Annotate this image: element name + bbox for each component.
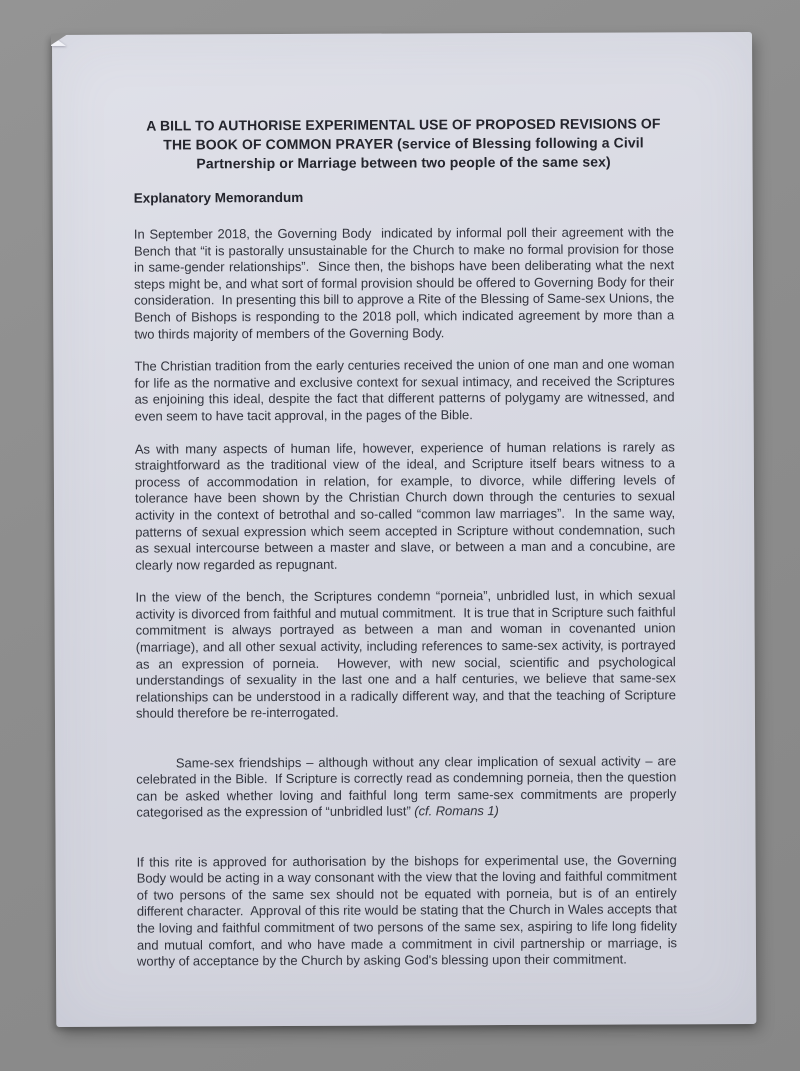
paragraph: In the view of the bench, the Scriptures condemn “porneia”, unbridled lust, in which sexual activity is divorced from faithful and mutual commitment. It is true that in Scripture such faithful commitment is always portrayed as between a man and woman in covenanted union (marriage), and all other sexual activity, including references to same-sex activity, is portrayed as an expression of porneia. However, with new social, scientific and psychological understandings of sexuality in the last one and a half centuries, we believe that same-sex relationships can be understood in a radically different way, and that the teaching of Scripture should therefore be re-interrogated.: [135, 587, 680, 722]
paragraph-text: Same-sex friendships – although without any clear implication of sexual activity – are celebrated in the Bible. If Scripture is correctly read as condemning porneia, then the question can be asked whether loving and faithful long term same-sex commitments are properly categorised as the expression of “unbridled lust”: [136, 752, 680, 821]
paragraph: In September 2018, the Governing Body indicated by informal poll their agreement with the Bench that “it is pastorally unsustainable for the Church to make no formal provision for those in same-gender relationships”. Since then, the bishops have been deliberating what the next steps might be, and what sort of formal provision should be offered to Governing Body for their consideration. In presenting this bill to approve a Rite of the Blessing of Same-sex Unions, the Bench of Bishops is responding to the 2018 poll, which indicated agreement by more than a two thirds majority of members of the Governing Body.: [133, 224, 678, 342]
section-heading: Explanatory Memorandum: [133, 189, 304, 206]
paragraph: As with many aspects of human life, however, experience of human relations is rarely as straightforward as the traditional view of the ideal, and Scripture itself bears witness to a process of accommodation in relation, for example, to divorce, while differing levels of tolerance have been shown by the Christian Church down through the centuries to sexual activity in the context of betrothal and so-called “common law marriages”. In the same way, patterns of sexual expression which seem accepted in Scripture without condemnation, such as sexual intercourse between a master and slave, or between a man and a concubine, are clearly now regarded as repugnant.: [134, 438, 679, 573]
paragraph: If this rite is approved for authorisation by the bishops for experimental use, the Governing Body would be acting in a way consonant with the view that the loving and faithful commitment of two persons of the same sex should not be equated with porneia, but is of an entirely different character. Approval of this rite would be stating that the Church in Wales accepts that the loving and faithful commitment of two persons of the same sex, aspiring to life long fidelity and mutual comfort, and who have made a commitment in civil partnership or marriage, is worthy of acceptance by the Church by asking God's blessing upon their commitment.: [136, 851, 681, 969]
scripture-citation: (cf. Romans 1): [414, 803, 499, 819]
document-title: A BILL TO AUTHORISE EXPERIMENTAL USE OF PROPOSED REVISIONS OF THE BOOK OF COMMON PRAYER (service of Blessing following a Civil Partnership or Marriage between two people of the same sex): [146, 115, 661, 172]
page-content: [52, 32, 756, 971]
paragraph: The Christian tradition from the early centuries received the union of one man and one woman for life as the normative and exclusive context for sexual intimacy, and received the Scriptures as enjoining this ideal, despite the fact that different patterns of polygamy are witnessed, and even seem to have tacit approval, in the pages of the Bible.: [134, 356, 679, 424]
paragraph: [136, 736, 680, 838]
document-page: [52, 32, 756, 1027]
page-corner-notch: [51, 34, 68, 45]
